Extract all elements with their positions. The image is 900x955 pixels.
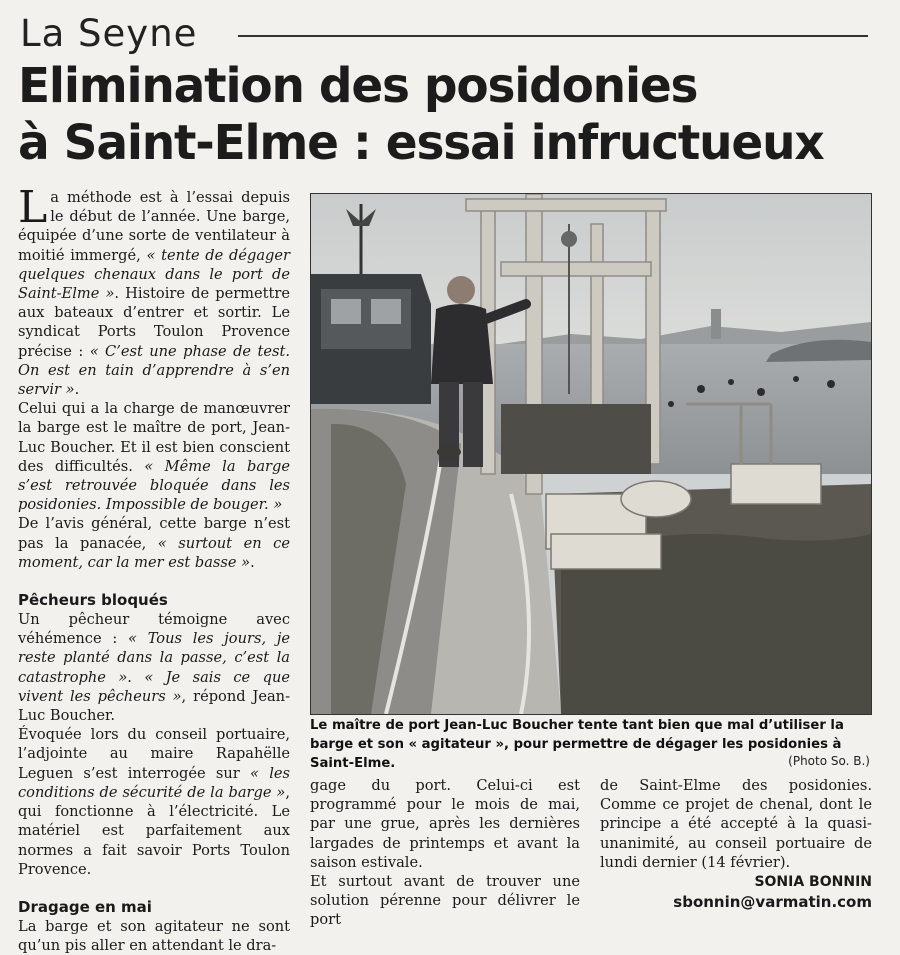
subhead-pecheurs: Pêcheurs bloqués xyxy=(18,591,168,610)
paragraph-2: Celui qui a la charge de manœuvrer la barge est le maître de port, Jean-Luc Boucher. Et il est bien conscient des difficultés. « Même la barge s’est retrouvée bloquée dans les posidonies. Impossible de bouger. » xyxy=(18,400,290,514)
paragraph-6-cont: gage du port. Celui-ci est programmé pour le mois de mai, par une grue, après les dernières largades de printemps et avant la saison estivale. xyxy=(310,777,580,871)
paragraph-4: Un pêcheur témoigne avec véhémence : « Tous les jours, je reste planté dans la passe, c’est la catastrophe ». « Je sais ce que vivent les pêcheurs », répond Jean-Luc Boucher. xyxy=(18,611,291,725)
article-column-1 xyxy=(18,182,291,955)
photo-credit: (Photo So. B.) xyxy=(788,754,870,768)
author-byline: SONIA BONNIN xyxy=(754,874,872,890)
paragraph-1: La méthode est à l’essai depuis le début de l’année. Une barge, équipée d’une sorte de ventilateur à moitié immergé, « tente de dégager quelques chenaux dans le port de Saint-Elme ». Histoire de permettre aux bateaux d’entrer et sortir. Le syndicat Ports Toulon Provence précise : « C’est une phase de test. On est en tain d’apprendre à s’en servir ». xyxy=(18,182,290,399)
subhead-dragage: Dragage en mai xyxy=(18,897,152,916)
section-rubric: La Seyne xyxy=(20,12,198,55)
paragraph-3: De l’avis général, cette barge n’est pas la panacée, « surtout en ce moment, car la mer est basse ». xyxy=(18,515,290,571)
headline xyxy=(18,58,888,172)
photo-caption: Le maître de port Jean-Luc Boucher tente tant bien que mal d’utiliser la barge et son « agitateur », pour permettre de dégager les posidonies à Saint-Elme. xyxy=(310,718,844,771)
author-email: sbonnin@varmatin.com xyxy=(673,893,872,911)
dropcap: L xyxy=(18,182,48,233)
headline-line-1: Elimination des posidonies xyxy=(18,58,698,115)
barge-photo-illustration xyxy=(311,194,871,714)
article-column-2 xyxy=(310,776,580,930)
article-column-3 xyxy=(600,776,872,872)
paragraph-7: Et surtout avant de trouver une solution pérenne pour délivrer le port xyxy=(310,873,580,929)
article-photo xyxy=(310,193,872,715)
paragraph-5: Évoquée lors du conseil portuaire, l’adjointe au maire Rapahëlle Leguen s’est interrogée sur « les conditions de sécurité de la barge », qui fonctionne à l’électricité. Le matériel est parfaitement aux normes a fait savoir Ports Toulon Provence. xyxy=(18,726,290,878)
paragraph-6: La barge et son agitateur ne sont qu’un pis aller en attendant le dra- xyxy=(18,917,290,955)
headline-line-2: à Saint-Elme : essai infructueux xyxy=(18,115,824,172)
paragraph-8: de Saint-Elme des posidonies. Comme ce projet de chenal, dont le principe a été accepté à la quasi-unanimité, au conseil portuaire de lundi dernier (14 février). xyxy=(600,777,872,871)
rubric-rule xyxy=(238,35,868,37)
